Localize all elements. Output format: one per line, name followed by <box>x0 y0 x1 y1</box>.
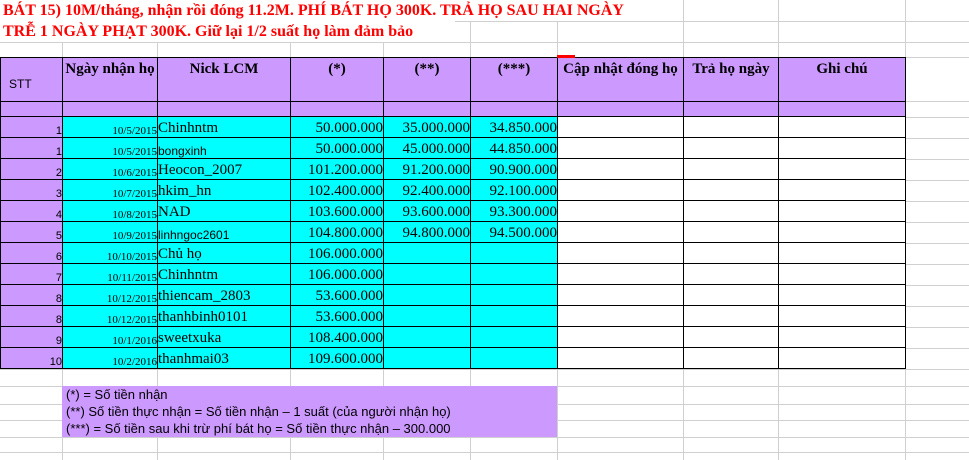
cell-nick[interactable]: Chinhntm <box>158 117 291 138</box>
cell-nick[interactable]: NAD <box>158 201 291 222</box>
ho-table <box>0 57 906 369</box>
cell-note[interactable] <box>779 117 906 138</box>
cell-spacer[interactable] <box>384 102 471 117</box>
cell-actual[interactable] <box>384 348 471 369</box>
table-row <box>1 159 906 180</box>
cell-after-fee[interactable]: 44.850.000 <box>471 138 558 159</box>
cell-date[interactable]: 10/12/2015 <box>63 285 158 306</box>
cell-update[interactable] <box>558 201 684 222</box>
table-row <box>1 348 906 369</box>
cell-stt[interactable]: 8 <box>1 285 63 306</box>
table-row <box>1 117 906 138</box>
cell-note[interactable] <box>779 201 906 222</box>
table-row <box>1 285 906 306</box>
cell-nick[interactable]: bongxinh <box>158 138 291 159</box>
cell-received[interactable]: 109.600.000 <box>291 348 384 369</box>
cell-spacer[interactable] <box>158 102 291 117</box>
cell-payday[interactable] <box>684 264 779 285</box>
gridline <box>0 452 969 453</box>
cell-payday[interactable] <box>684 159 779 180</box>
cell-after-fee[interactable] <box>471 264 558 285</box>
cell-received[interactable]: 101.200.000 <box>291 159 384 180</box>
cell-note[interactable] <box>779 222 906 243</box>
cell-update[interactable] <box>558 180 684 201</box>
cell-note[interactable] <box>779 327 906 348</box>
legend-block[interactable] <box>62 386 557 437</box>
cell-after-fee[interactable]: 92.100.000 <box>471 180 558 201</box>
cell-update[interactable] <box>558 264 684 285</box>
spacer-row <box>1 102 906 117</box>
cell-update[interactable] <box>558 306 684 327</box>
header-so-tien-thuc-nhan[interactable]: (**) <box>384 58 471 102</box>
cell-after-fee[interactable]: 90.900.000 <box>471 159 558 180</box>
cell-date[interactable]: 10/2/2016 <box>63 348 158 369</box>
cell-note[interactable] <box>779 180 906 201</box>
gridline <box>0 437 969 438</box>
cell-date[interactable]: 10/10/2015 <box>63 243 158 264</box>
header-row <box>1 58 906 102</box>
cell-date[interactable]: 10/12/2015 <box>63 306 158 327</box>
table-row <box>1 327 906 348</box>
cell-payday[interactable] <box>684 243 779 264</box>
cell-payday[interactable] <box>684 348 779 369</box>
header-so-tien-nhan[interactable]: (*) <box>291 58 384 102</box>
cell-actual[interactable]: 45.000.000 <box>384 138 471 159</box>
cell-payday[interactable] <box>684 117 779 138</box>
table-row <box>1 306 906 327</box>
header-ghi-chu[interactable]: Ghi chú <box>779 58 906 102</box>
legend-line: (***) = Số tiền sau khi trừ phí bát họ = Số tiền thực nhận – 300.000 <box>66 421 451 436</box>
cell-received[interactable]: 103.600.000 <box>291 201 384 222</box>
gridline <box>0 369 969 370</box>
cell-after-fee[interactable] <box>471 306 558 327</box>
cell-spacer[interactable] <box>1 102 63 117</box>
cell-note[interactable] <box>779 264 906 285</box>
cell-after-fee[interactable]: 94.500.000 <box>471 222 558 243</box>
cell-note[interactable] <box>779 243 906 264</box>
cell-received[interactable]: 102.400.000 <box>291 180 384 201</box>
header-tra-ho-ngay[interactable]: Trả họ ngày <box>684 58 779 102</box>
cell-stt[interactable]: 7 <box>1 264 63 285</box>
cell-date[interactable]: 10/6/2015 <box>63 159 158 180</box>
gridline <box>0 42 969 43</box>
cell-nick[interactable]: thanhbinh0101 <box>158 306 291 327</box>
cell-nick[interactable]: Chủ họ <box>158 243 291 264</box>
table-row <box>1 264 906 285</box>
cell-update[interactable] <box>558 327 684 348</box>
table-row <box>1 243 906 264</box>
cell-spacer[interactable] <box>471 102 558 117</box>
header-so-tien-sau-phi[interactable]: (***) <box>471 58 558 102</box>
cell-nick[interactable]: thiencam_2803 <box>158 285 291 306</box>
cell-received[interactable]: 104.800.000 <box>291 222 384 243</box>
cell-after-fee[interactable] <box>471 348 558 369</box>
cell-stt[interactable]: 1 <box>1 138 63 159</box>
header-cap-nhat-dong-ho[interactable]: Cập nhật đóng họ <box>558 58 684 102</box>
cell-update[interactable] <box>558 117 684 138</box>
cell-stt[interactable]: 3 <box>1 180 63 201</box>
cell-update[interactable] <box>558 243 684 264</box>
header-stt[interactable]: STT <box>1 58 63 102</box>
cell-stt[interactable]: 2 <box>1 159 63 180</box>
cell-spacer[interactable] <box>63 102 158 117</box>
cell-spacer[interactable] <box>291 102 384 117</box>
cell-date[interactable]: 10/8/2015 <box>63 201 158 222</box>
cell-payday[interactable] <box>684 327 779 348</box>
cell-actual[interactable]: 35.000.000 <box>384 117 471 138</box>
cell-stt[interactable]: 6 <box>1 243 63 264</box>
cell-date[interactable]: 10/5/2015 <box>63 117 158 138</box>
cell-payday[interactable] <box>684 306 779 327</box>
sheet-title-line-1[interactable]: BÁT 15) 10M/tháng, nhận rồi đóng 11.2M. PHÍ BÁT HỌ 300K. TRẢ HỌ SAU HAI NGÀY <box>0 0 651 21</box>
cell-actual[interactable]: 91.200.000 <box>384 159 471 180</box>
cell-note[interactable] <box>779 348 906 369</box>
cell-actual[interactable] <box>384 327 471 348</box>
cell-note[interactable] <box>779 159 906 180</box>
cell-received[interactable]: 53.600.000 <box>291 306 384 327</box>
cell-update[interactable] <box>558 348 684 369</box>
legend-line: (*) = Số tiền nhận <box>66 387 168 402</box>
cell-spacer[interactable] <box>558 102 684 117</box>
cell-actual[interactable] <box>384 285 471 306</box>
cell-nick[interactable]: linhngoc2601 <box>158 222 291 243</box>
cell-actual[interactable]: 92.400.000 <box>384 180 471 201</box>
cell-spacer[interactable] <box>779 102 906 117</box>
cell-nick[interactable]: Chinhntm <box>158 264 291 285</box>
cell-stt[interactable]: 4 <box>1 201 63 222</box>
sheet-title-line-2[interactable]: TRỄ 1 NGÀY PHẠT 300K. Giữ lại 1/2 suất họ làm đảm bảo <box>0 21 455 42</box>
cell-stt[interactable]: 1 <box>1 117 63 138</box>
table-row <box>1 222 906 243</box>
cell-date[interactable]: 10/7/2015 <box>63 180 158 201</box>
cell-received[interactable]: 50.000.000 <box>291 117 384 138</box>
table-row <box>1 138 906 159</box>
cell-after-fee[interactable] <box>471 243 558 264</box>
cell-stt[interactable]: 5 <box>1 222 63 243</box>
cell-spacer[interactable] <box>684 102 779 117</box>
cell-update[interactable] <box>558 138 684 159</box>
cell-stt[interactable]: 10 <box>1 348 63 369</box>
cell-note[interactable] <box>779 138 906 159</box>
cell-payday[interactable] <box>684 138 779 159</box>
cell-payday[interactable] <box>684 201 779 222</box>
cell-note[interactable] <box>779 285 906 306</box>
cell-nick[interactable]: thanhmai03 <box>158 348 291 369</box>
cell-after-fee[interactable] <box>471 327 558 348</box>
header-ngay-nhan-ho[interactable]: Ngày nhận họ <box>63 58 158 102</box>
cell-update[interactable] <box>558 222 684 243</box>
cell-actual[interactable] <box>384 243 471 264</box>
cell-nick[interactable]: hkim_hn <box>158 180 291 201</box>
cell-received[interactable]: 106.000.000 <box>291 243 384 264</box>
cell-after-fee[interactable] <box>471 285 558 306</box>
cell-payday[interactable] <box>684 222 779 243</box>
cell-received[interactable]: 50.000.000 <box>291 138 384 159</box>
cell-received[interactable]: 53.600.000 <box>291 285 384 306</box>
cell-actual[interactable] <box>384 306 471 327</box>
cell-received[interactable]: 108.400.000 <box>291 327 384 348</box>
cell-date[interactable]: 10/11/2015 <box>63 264 158 285</box>
cell-after-fee[interactable]: 34.850.000 <box>471 117 558 138</box>
cell-stt[interactable]: 9 <box>1 327 63 348</box>
cell-payday[interactable] <box>684 285 779 306</box>
legend-line: (**) Số tiền thực nhận = Số tiền nhận – 1 suất (của người nhận họ) <box>66 404 451 419</box>
cell-date[interactable]: 10/1/2016 <box>63 327 158 348</box>
cell-actual[interactable] <box>384 264 471 285</box>
cell-received[interactable]: 106.000.000 <box>291 264 384 285</box>
cell-after-fee[interactable]: 93.300.000 <box>471 201 558 222</box>
cell-date[interactable]: 10/5/2015 <box>63 138 158 159</box>
cell-actual[interactable]: 94.800.000 <box>384 222 471 243</box>
comment-marker-icon <box>557 55 575 58</box>
cell-payday[interactable] <box>684 180 779 201</box>
cell-nick[interactable]: sweetxuka <box>158 327 291 348</box>
header-nick-lcm[interactable]: Nick LCM <box>158 58 291 102</box>
cell-update[interactable] <box>558 285 684 306</box>
cell-stt[interactable]: 8 <box>1 306 63 327</box>
cell-actual[interactable]: 93.600.000 <box>384 201 471 222</box>
table-row <box>1 201 906 222</box>
cell-note[interactable] <box>779 306 906 327</box>
cell-date[interactable]: 10/9/2015 <box>63 222 158 243</box>
cell-nick[interactable]: Heocon_2007 <box>158 159 291 180</box>
cell-update[interactable] <box>558 159 684 180</box>
table-row <box>1 180 906 201</box>
